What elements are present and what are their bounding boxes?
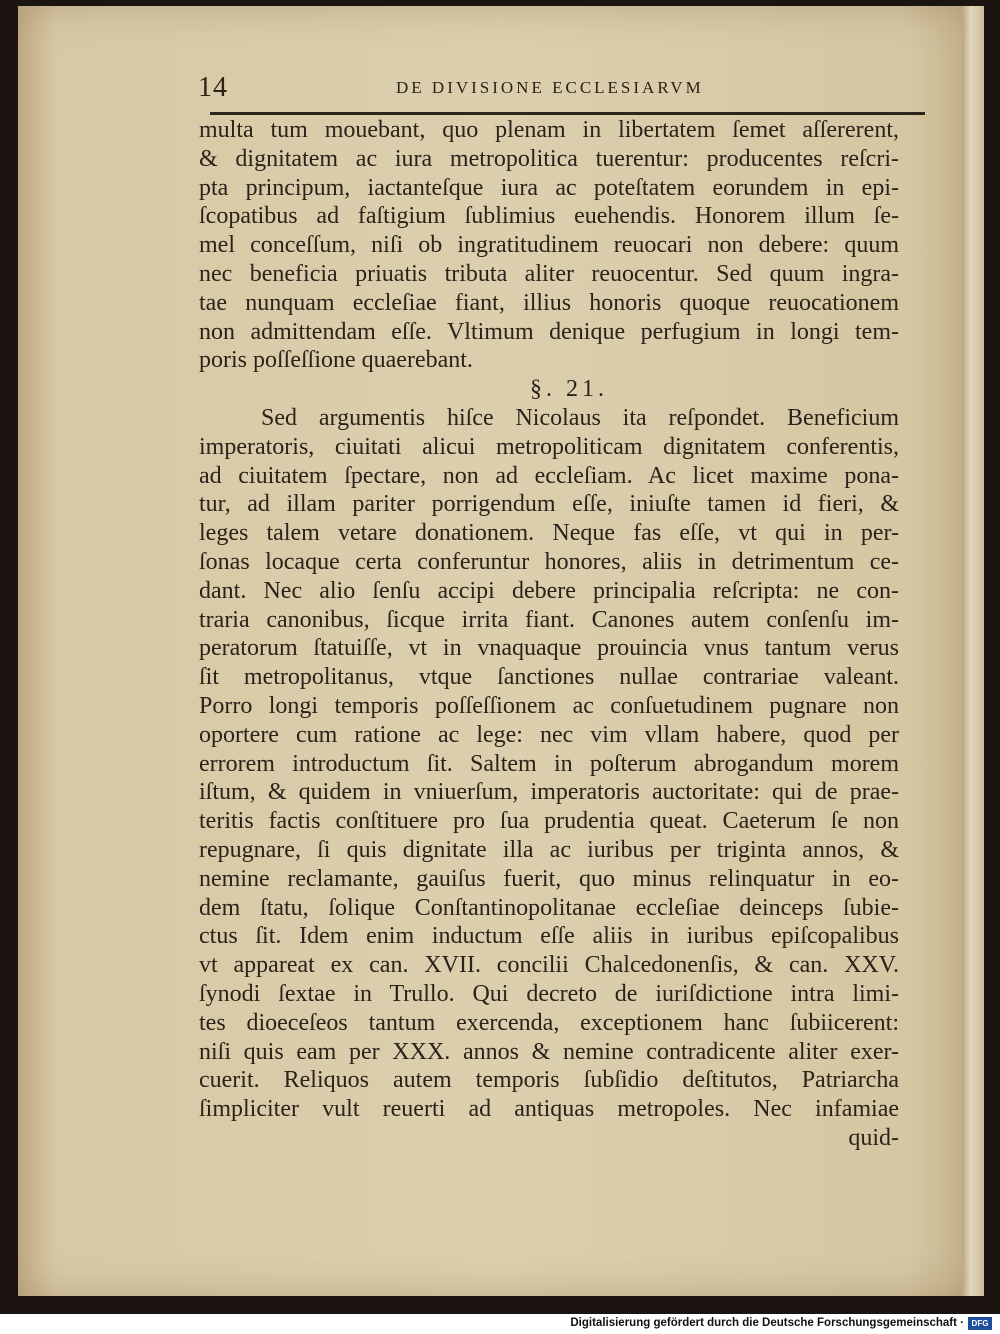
text-line: Sed argumentis hiſce Nicolaus ita reſpondet. Beneficium xyxy=(261,404,899,431)
text-line: repugnare, ſi quis dignitate illa ac iuribus per triginta annos, & xyxy=(199,836,899,863)
text-line: oportere cum ratione ac lege: nec vim vllam habere, quod per xyxy=(199,721,899,748)
text-line: poris poſſeſſione quaerebant. xyxy=(199,347,473,374)
text-line: ſit metropolitanus, vtque ſanctiones nullae contrariae valeant. xyxy=(199,664,899,691)
text-line: dem ſtatu, ſolique Conſtantinopolitanae eccleſiae deinceps ſubie- xyxy=(199,894,899,921)
text-line: imperatoris, ciuitati alicui metropoliticam dignitatem conferentis, xyxy=(199,433,899,460)
text-line: ctus ſit. Idem enim inductum eſſe aliis in iuribus epiſcopalibus xyxy=(199,923,899,950)
text-line: Porro longi temporis poſſeſſionem ac conſuetudinem pugnare non xyxy=(199,692,899,719)
text-line: ſcopatibus ad faſtigium ſublimius euehendis. Honorem illum ſe- xyxy=(199,203,899,230)
text-line: multa tum mouebant, quo plenam in libertatem ſemet aſſererent, xyxy=(199,117,899,143)
footer-bar xyxy=(0,1314,1000,1334)
text-line: tur, ad illam pariter porrigendum eſſe, iniuſte tamen id fieri, & xyxy=(199,491,899,518)
text-line: traria canonibus, ſicque irrita fiant. Canones autem conſenſu im- xyxy=(199,606,899,633)
text-line: dant. Nec alio ſenſu accipi debere principalia reſcripta: ne con- xyxy=(199,577,899,604)
text-line: mel conceſſum, niſi ob ingratitudinem reuocari non debere: quum xyxy=(199,232,899,259)
text-line: non admittendam eſſe. Vltimum denique perfugium in longi tem- xyxy=(199,318,899,345)
text-line: cuerit. Reliquos autem temporis ſubſidio deſtitutos, Patriarcha xyxy=(199,1067,899,1094)
text-line: niſi quis eam per XXX. annos & nemine contradicente aliter exer- xyxy=(199,1038,899,1065)
text-line: errorem introductum ſit. Saltem in poſterum abrogandum morem xyxy=(199,750,899,777)
body-text xyxy=(199,116,899,1153)
text-line: iſtum, & quidem in vniuerſum, imperatoris auctoritate: qui de prae- xyxy=(199,779,899,806)
paragraph-2 xyxy=(199,404,899,1124)
text-line: tae nunquam eccleſiae fiant, illius honoris quoque reuocationem xyxy=(199,289,899,316)
text-line: leges talem vetare donationem. Neque fas eſſe, vt qui in per- xyxy=(199,520,899,547)
text-line: vt appareat ex can. XVII. concilii Chalcedonenſis, & can. XXV. xyxy=(199,952,899,979)
text-line: & dignitatem ac iura metropolitica tuerentur: producentes reſcri- xyxy=(199,145,899,172)
paragraph-1 xyxy=(199,116,899,375)
text-line: ſimpliciter vult reuerti ad antiquas metropoles. Nec infamiae xyxy=(199,1096,899,1123)
text-line: teritis factis conſtituere pro ſua prudentia queat. Caeterum ſe non xyxy=(199,808,899,835)
section-heading: §. 21. xyxy=(530,376,608,403)
text-line: nec beneficia priuatis tributa aliter reuocentur. Sed quum ingra- xyxy=(199,260,899,287)
text-line: tes dioeceſeos tantum exercenda, exceptionem hanc ſubiicerent: xyxy=(199,1009,899,1036)
running-title: DE DIVISIONE ECCLESIARVM xyxy=(396,78,704,97)
text-line: ſonas locaque certa conferuntur honores, aliis in detrimentum ce- xyxy=(199,548,899,575)
funding-note: Digitalisierung gefördert durch die Deutsche Forschungsgemeinschaft · xyxy=(570,1317,964,1329)
page-edge xyxy=(962,6,984,1296)
page-header xyxy=(198,72,928,106)
text-line: ſynodi ſextae in Trullo. Qui decreto de iuriſdictione intra limi- xyxy=(199,980,899,1007)
text-line: pta principum, iactanteſque iura ac poteſtatem eorundem in epi- xyxy=(199,174,899,201)
catchword: quid- xyxy=(848,1124,899,1151)
dfg-logo-icon[interactable]: DFG xyxy=(968,1317,992,1330)
text-line: nemine reclamante, gauiſus fuerit, quo minus relinquatur in eo- xyxy=(199,865,899,892)
header-rule xyxy=(210,112,925,115)
text-line: peratorum ſtatuiſſe, vt in vnaquaque prouincia vnus tantum verus xyxy=(199,635,899,662)
page-number: 14 xyxy=(198,72,228,103)
text-line: ad ciuitatem ſpectare, non ad eccleſiam. Ac licet maxime pona- xyxy=(199,462,899,489)
